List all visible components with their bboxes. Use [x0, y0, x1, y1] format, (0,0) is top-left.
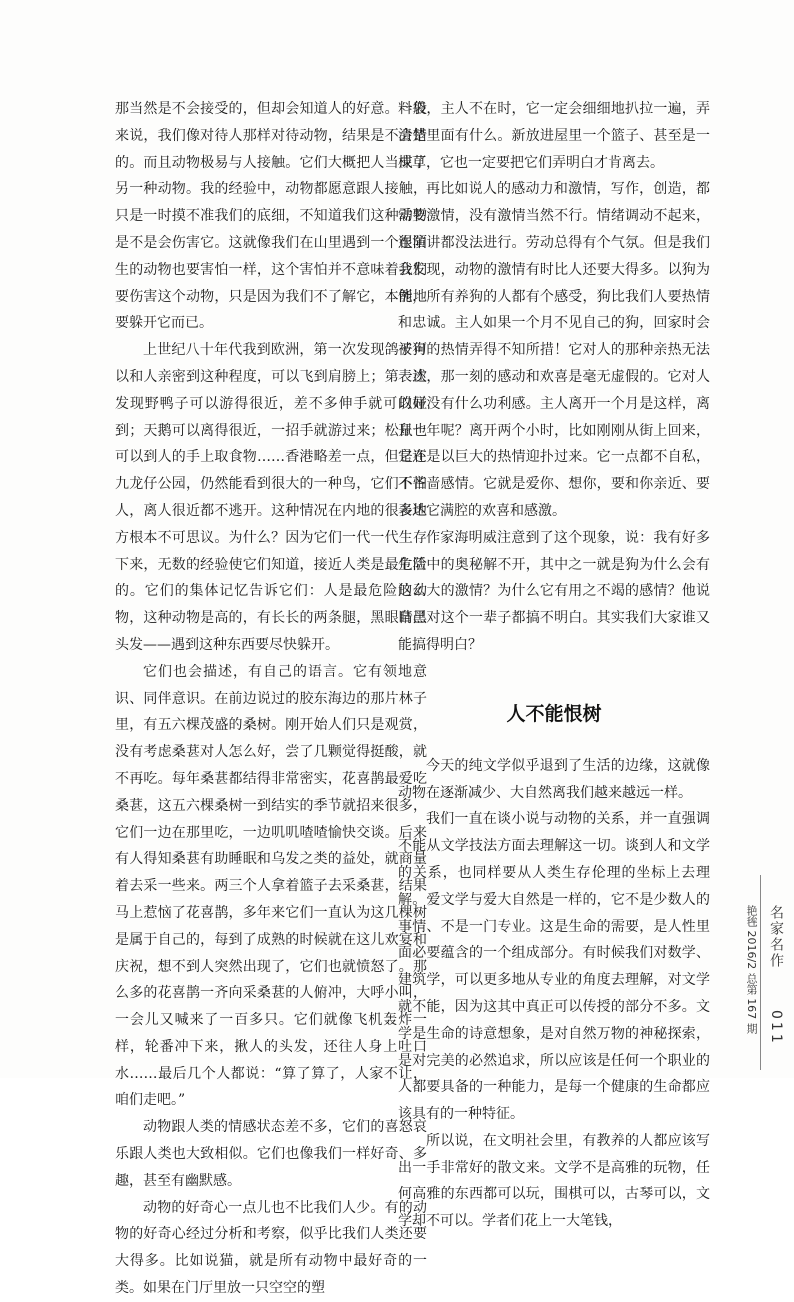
- paragraph: 料袋，主人不在时，它一定会细细地扒拉一遍，弄清楚里面有什么。新放进屋里一个篮子、甚至是一棵草，它也一定要把它们弄明白才肯离去。: [398, 101, 710, 171]
- paragraph: 所以说，在文明社会里，有教养的人都应该写出一手非常好的散文来。文学不是高雅的玩物，任何高雅的东西都可以玩，围棋可以，古琴可以，文学却不可以。学者们花上一大笔钱，: [398, 1132, 710, 1230]
- paragraph: 上世纪八十年代我到欧洲，第一次发现鸽子可以和人亲密到这种程度，可以飞到肩膀上；第一次发现野鸭子可以游得很近，差不多伸手就可以碰到；天鹅可以离得很近，一招手就游过来；松鼠也可以到人的手上取食物……香港略差一点，但是在九龙仔公园，仍然能看到很大的一种鸟，它们不怕人，离人很近都不逃开。这种情况在内地的很多地方根本不可思议。为什么？因为它们一代一代生存下来，无数的经验使它们知道，接近人类是最危险的。它们的集体记忆告诉它们：人是最危险的动物，这种动物是高的，有长长的两条腿，黑眼睛黑头发——遇到这种东西要尽快躲开。: [115, 342, 427, 653]
- text-column-left: [115, 96, 427, 1297]
- paragraph: 它们也会描述，有自己的语言。它有领地意识、同伴意识。在前边说过的胶东海边的那片林子里，有五六棵茂盛的桑树。刚开始人们只是观赏，没有考虑桑葚对人怎么好，尝了几颗觉得挺酸，就不再吃。每年桑葚都结得非常密实，花喜鹊最爱吃桑葚，这五六棵桑树一到结实的季节就招来很多，它们一边在那里吃，一边叽叽喳喳愉快交谈。后来有人得知桑葚有助睡眠和乌发之类的益处，就商量着去采一些来。两三个人拿着篮子去采桑葚，结果马上惹恼了花喜鹊，多年来它们一直认为这几棵树是属于自己的，每到了成熟的时候就在这儿欢宴和庆祝，想不到人突然出现了，它们也就愤怒了。那么多的花喜鹊一齐向采桑葚的人俯冲，大呼小叫，一会儿又喊来了一百多只。它们就像飞机轰炸一样，轮番冲下来，揪人的头发，还往人身上吐口水……最后几个人都说：“算了算了，人家不让，咱们走吧。”: [115, 663, 427, 1109]
- column-name: 名家名作: [768, 905, 784, 969]
- journal-issue-info: 艳毪 2016/2 总第 167 期: [745, 905, 758, 1034]
- paragraph: 动物的好奇心一点儿也不比我们人少。有的动物的好奇心经过分析和考察，似乎比我们人类还要大得多。比如说猫，就是所有动物中最好奇的一类。如果在门厅里放一只空空的塑: [115, 1199, 427, 1297]
- page-sidebar: [740, 0, 794, 1078]
- text-column-right: [398, 96, 710, 1230]
- paragraph: 动物跟人类的情感状态差不多，它们的喜怒哀乐跟人类也大致相似。它们也像我们一样好奇、多趣，甚至有幽默感。: [115, 1119, 427, 1189]
- sidebar-divider: [760, 875, 761, 1070]
- paragraph: 今天的纯文学似乎退到了生活的边缘，这就像动物在逐渐减少、大自然离我们越来越远一样。: [398, 757, 710, 801]
- paragraph: 那当然是不会接受的，但却会知道人的好意。一般来说，我们像对待人那样对待动物，结果是不会错的。而且动物极易与人接触。它们大概把人当成了另一种动物。我的经验中，动物都愿意跟人接触，只是一时摸不准我们的底细，不知道我们这种动物是不是会伤害它。这就像我们在山里遇到一个很陌生的动物也要害怕一样，这个害怕并不意味着我们要伤害这个动物，只是因为我们不了解它，本能地要躲开它而已。: [115, 101, 427, 332]
- paragraph: 再比如说人的感动力和激情，写作，创造，都需要激情，没有激情当然不行。情绪调动不起来，连演讲都没法进行。劳动总得有个气氛。但是我们会发现，动物的激情有时比人还要大得多。以狗为例，所有养狗的人都有个感受，狗比我们人要热情和忠诚。主人如果一个月不见自己的狗，回家时会被狗的热情弄得不知所措！它对人的那种亲热无法表述，那一刻的感动和欢喜是毫无虚假的。它对人的好没有什么功利感。主人离开一个月是这样，离开一年呢？离开两个小时，比如刚刚从街上回来，它还是以巨大的热情迎扑过来。它一点都不自私，不吝啬感情。它就是爱你、想你，要和你亲近、要表达它满腔的欢喜和感激。: [398, 181, 710, 519]
- page-number: 011: [768, 1010, 784, 1046]
- paragraph: 我们一直在谈小说与动物的关系，并一直强调不能从文学技法方面去理解这一切。谈到人和文学的关系，也同样要从人类生存伦理的坐标上去理解。爱文学与爱大自然是一样的，它不是少数人的事情、不是一门专业。这是生命的需要，是人性里面必要蕴含的一个组成部分。有时候我们对数学、建筑学，可以更多地从专业的角度去理解，对文学就不能，因为这其中真正可以传授的部分不多。文学是生命的诗意想象，是对自然万物的神秘探索，是对完美的必然追求，所以应该是任何一个职业的人都要具备的一种能力，是每一个健康的生命都应该具有的一种特征。: [398, 811, 710, 1123]
- paragraph: 作家海明威注意到了这个现象，说：我有好多生活中的奥秘解不开，其中之一就是狗为什么会有这么大的激情？为什么它有用之不竭的感情？他说自己对这个一辈子都搞不明白。其实我们大家谁又能搞得明白？: [398, 529, 710, 653]
- section-title: 人不能恨树: [506, 702, 602, 725]
